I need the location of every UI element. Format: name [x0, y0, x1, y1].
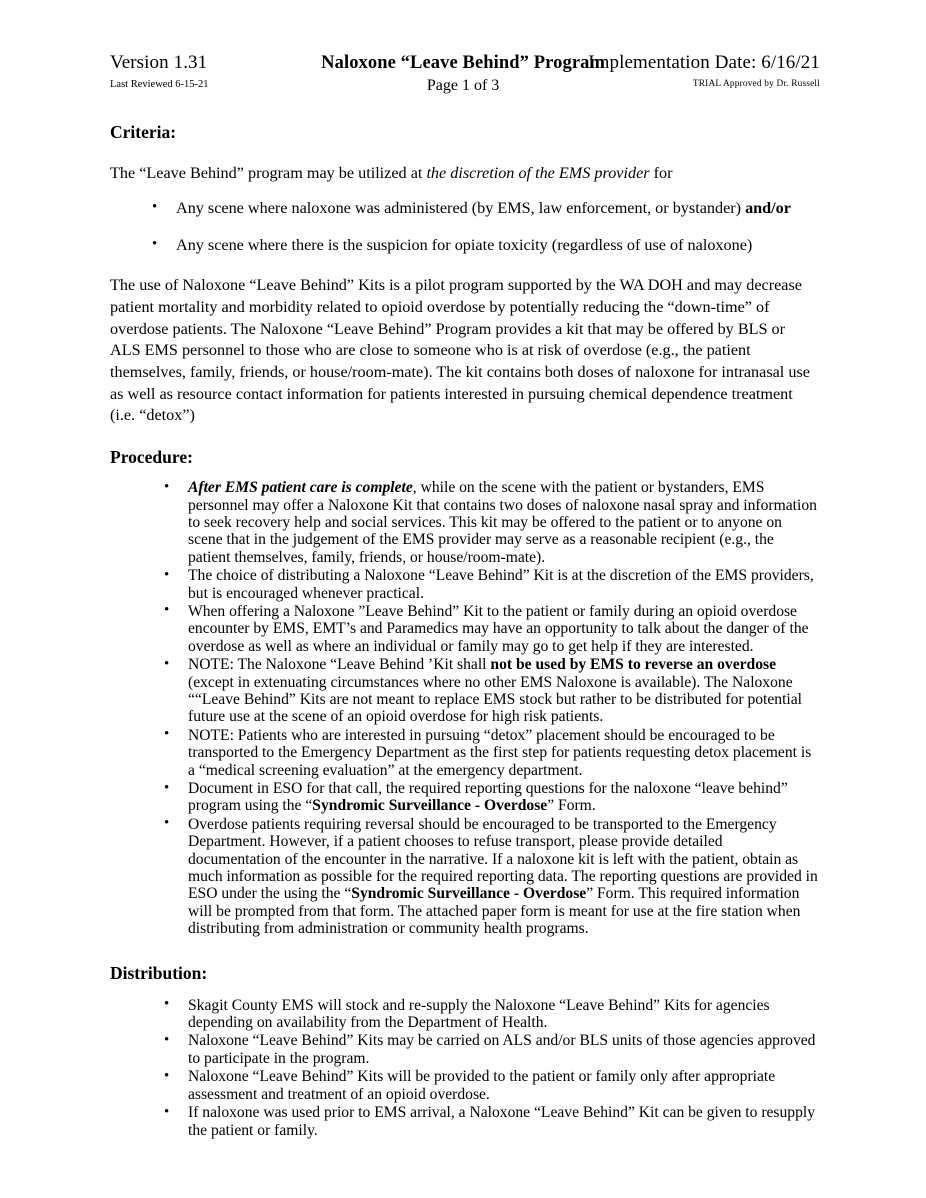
- procedure-bullet-5-bold: Syndromic Surveillance - Overdose: [312, 797, 548, 815]
- distribution-heading: Distribution:: [110, 962, 208, 983]
- criteria-intro-suffix: for: [649, 164, 673, 182]
- list-item: [110, 479, 818, 566]
- list-item: [110, 198, 818, 220]
- header-left-block: [110, 52, 321, 92]
- criteria-intro-italic: the discretion of the EMS provider: [426, 164, 650, 182]
- procedure-bullet-3-pre: NOTE: The Naloxone “Leave Behind ’Kit shall: [188, 656, 491, 674]
- procedure-bullet-5-post: ” Form.: [547, 797, 596, 815]
- list-item: [110, 567, 818, 602]
- list-item: [110, 816, 818, 938]
- procedure-bullet-4-body: NOTE: Patients who are interested in pursuing “detox” placement should be encouraged to be transported to the Emergency Department as the first step for patients requesting detox placement is a “medical screening evaluation” at the emergency department.: [188, 726, 812, 779]
- procedure-bullet-6-post: ” Form. This required information will be prompted from that form. The attached paper form is meant for use at the fire station when distributing from administration or community health programs.: [188, 885, 801, 938]
- list-item: • Skagit County EMS will stock and re-supply the Naloxone “Leave Behind” Kits for agencies depending on availability from the Department of Health.: [110, 997, 818, 1032]
- procedure-bullet-2-body: When offering a Naloxone ”Leave Behind” Kit to the patient or family during an opioid overdose encounter by EMS, EMT’s and Paramedics may have an opportunity to talk about the danger of the overdose as well as where an individual or family may go to get help if they are interested.: [188, 602, 809, 655]
- list-item: [110, 603, 818, 655]
- document-title: Naloxone “Leave Behind” Program: [321, 53, 605, 73]
- implementation-date-label: Implementation Date: 6/16/21: [588, 52, 820, 73]
- version-label: Version 1.31: [110, 52, 208, 73]
- criteria-paragraph: The use of Naloxone “Leave Behind” Kits is a pilot program supported by the WA DOH and may decrease patient mortality and morbidity related to opioid overdose by potentially reducing the “down-time” of overdose patients. The Naloxone “Leave Behind” Program provides a kit that may be offered by BLS or ALS EMS personnel to those who are close to someone who is at risk of overdose (e.g., the patient themselves, family, friends, or house/room-mate). The kit contains both doses of naloxone for intranasal use as well as resource contact information for patients interested in pursuing chemical dependence treatment (i.e. “detox”): [110, 276, 810, 425]
- criteria-bullet-0-text: Any scene where naloxone was administered (by EMS, law enforcement, or bystander): [176, 199, 746, 217]
- list-item: [110, 780, 818, 815]
- distribution-bullet-list: [110, 997, 818, 1139]
- procedure-bullet-0-body: , while on the scene with the patient or bystanders, EMS personnel may offer a Naloxone Kit that contains two doses of naloxone nasal spray and information to seek recovery help and social services. This kit may be offered to the patient or to anyone on scene that in the judgement of the EMS provider may serve as a reasonable recipient (e.g., the patient themselves, family, friends, or house/room-mate).: [188, 479, 817, 566]
- procedure-heading: Procedure:: [110, 447, 193, 468]
- criteria-heading: Criteria:: [110, 122, 177, 142]
- approval-label: TRIAL Approved by Dr. Russell: [692, 79, 820, 89]
- criteria-bullet-0-bold: and/or: [745, 199, 791, 217]
- list-item: [110, 235, 818, 257]
- list-item: • If naloxone was used prior to EMS arrival, a Naloxone “Leave Behind” Kit can be given to resupply the patient or family.: [110, 1104, 818, 1139]
- procedure-bullet-6-pre: Overdose patients requiring reversal should be encouraged to be transported to the Emergency Department. However, if a patient chooses to refuse transport, please provide detailed documentation of the encounter in the narrative. If a naloxone kit is left with the patient, obtain as much information as possible for the required reporting data. The reporting questions are provided in ESO under the using the “: [188, 815, 818, 903]
- list-item: • Naloxone “Leave Behind” Kits may be carried on ALS and/or BLS units of those agencies approved to participate in the program.: [110, 1032, 818, 1067]
- document-header: [110, 52, 820, 96]
- list-item: [110, 727, 818, 779]
- list-item: • Naloxone “Leave Behind” Kits will be provided to the patient or family only after appropriate assessment and treatment of an opioid overdose.: [110, 1068, 818, 1103]
- procedure-bullet-list: [110, 479, 818, 938]
- page-indicator: Page 1 of 3: [426, 77, 500, 94]
- procedure-bullet-6-bold: Syndromic Surveillance - Overdose: [351, 885, 587, 903]
- criteria-intro-prefix: The “Leave Behind” program may be utilized at: [110, 164, 427, 182]
- criteria-bullet-1-text: Any scene where there is the suspicion for opiate toxicity (regardless of use of naloxone): [176, 235, 753, 254]
- procedure-bullet-3-post: (except in extenuating circumstances where no other EMS Naloxone is available). The Naloxone ““Leave Behind” Kits are not meant to replace EMS stock but rather to be distributed for potential future use at the scene of an opioid overdose for high risk patients.: [188, 673, 803, 726]
- header-center-block: [321, 52, 605, 96]
- procedure-bullet-5-pre: Document in ESO for that call, the required reporting questions for the naloxone “leave behind” program using the “: [188, 780, 788, 815]
- header-right-block: [588, 52, 820, 92]
- procedure-bullet-3-bold: not be used by EMS to reverse an overdose: [490, 656, 776, 674]
- criteria-bullet-list: [110, 198, 818, 256]
- list-item: [110, 656, 818, 726]
- procedure-bullet-0-lead: After EMS patient care is complete: [188, 479, 413, 497]
- last-reviewed-label: Last Reviewed 6-15-21: [110, 79, 209, 90]
- procedure-bullet-1-body: The choice of distributing a Naloxone “Leave Behind” Kit is at the discretion of the EMS providers, but is encouraged whenever practical.: [188, 567, 814, 602]
- criteria-intro-line: [110, 163, 818, 184]
